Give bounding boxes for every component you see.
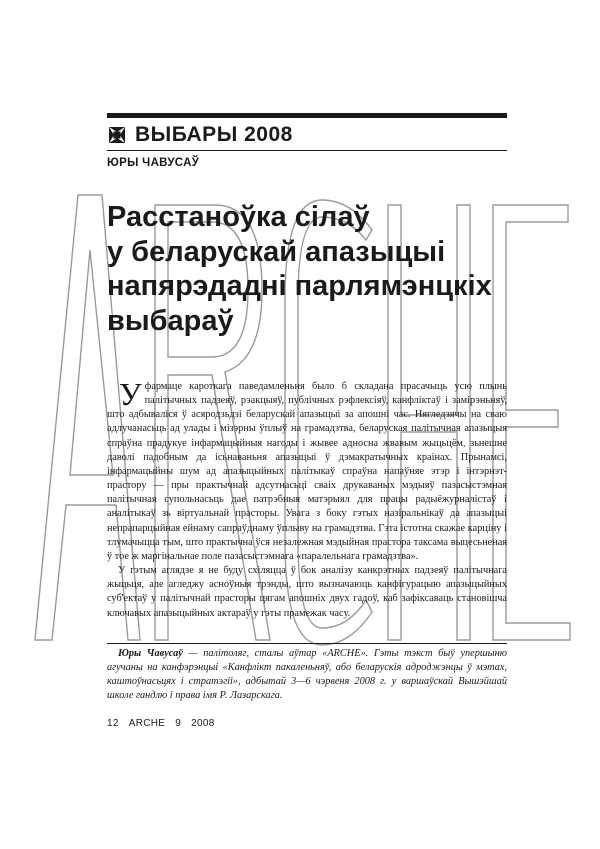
note-paragraph [107,647,507,703]
page-footer [107,718,215,729]
title-line: напярэдадні парлямэнцкіх [107,270,492,302]
page-number: 12 [107,718,119,729]
author-note [107,647,507,703]
paragraph [107,376,507,564]
square-emblem-icon [107,125,127,145]
title-line: выбараў [107,304,234,337]
section-title: ВЫБАРЫ 2008 [135,123,293,146]
paragraph: У гэтым аглядзе я не буду схіляцца ў бок аналізу канкрэтных падзеяў палітычнага жыцьця, але агледжу асноўныя трэнды, што вызначаюць канфігурацыю апазыцыйных суб'ектаў у палітычнай прасторы цягам апошніх двух гадоў, каб зафіксаваць становішча ключавых апазыцыйных актараў у гэты прамежак часу. [107,565,507,619]
article-body [107,376,507,621]
section-rule [107,150,507,151]
paragraph-text: фармаце кароткага паведамленьня было б складана прасачыць усю плынь палітычных падзеяў, рэакцыяў, публічных рэфлексіяў, канфліктаў і замірэньняў, што адбываліся ў асяродзьдзі беларускай апазыцыі за апошні час. Нягледзячы на сваю адлучанасьць ад улады і мізэрны ўплыў на грамадзтва, беларуская палітычная апазыцыя спраўна прадукуе інфармацыйныя нагоды і жывее адносна жвавым жыцьцём, зьнешне даволі падобным да ісьнаваньня апазыцыі ў дэмакратычных краінах. Прынамсі, інфармацыйны шум ад апазыцыйных палітыкаў спраўна напаўняе этэр і інтэрнэт-прастору — пры практычнай адсутнасьці сваіх друкаваных мэдыяў пазасыстэмная палітычная супольнасьць дае патрэбныя матэрыял для працы радыёжурналістаў і аналітыкаў зь віртуальнай прасторы. Увага з боку гэтых назіральнікаў да апазыцыі непрапарцыйная ейнаму сапраўднаму ўплыву на грамадзтва. Гэта істотна скажае карціну і тлумачыцца тым, што практычна ўся незалежная мэдыйная прастора таксама выцесьненая ў тое ж маргінальнае поле пазасыстэмнага «паралельнага грамадзтва». [107,381,507,562]
section-header [107,122,507,148]
article-author: ЮРЫ ЧАВУСАЎ [107,157,200,169]
title-line: у беларускай апазыцыі [107,235,446,268]
article-title [107,200,507,338]
drop-cap: У [119,376,142,412]
top-thick-rule [107,113,507,118]
note-rule [107,643,507,644]
title-line: Расстаноўка сілаў [107,201,370,233]
journal-name: ARCHE [128,718,166,729]
note-author: Юры Чавусаў [118,648,183,659]
issue-year: 2008 [191,718,215,729]
issue-number: 9 [175,718,182,729]
note-text: — палітоляг, сталы аўтар «ARCHE». Гэты тэкст быў упершыню агучаны на канфэрэнцыі «Канфлікт пакаленьняў, або беларускія адроджэнцы ў мэтах, каштоўнасьцях і стратэгіі», адбытай 3—6 чэрвеня 2008 г. у варшаўскай Вышэйшай школе гандлю і права імя Р. Лазарскага. [107,648,507,701]
